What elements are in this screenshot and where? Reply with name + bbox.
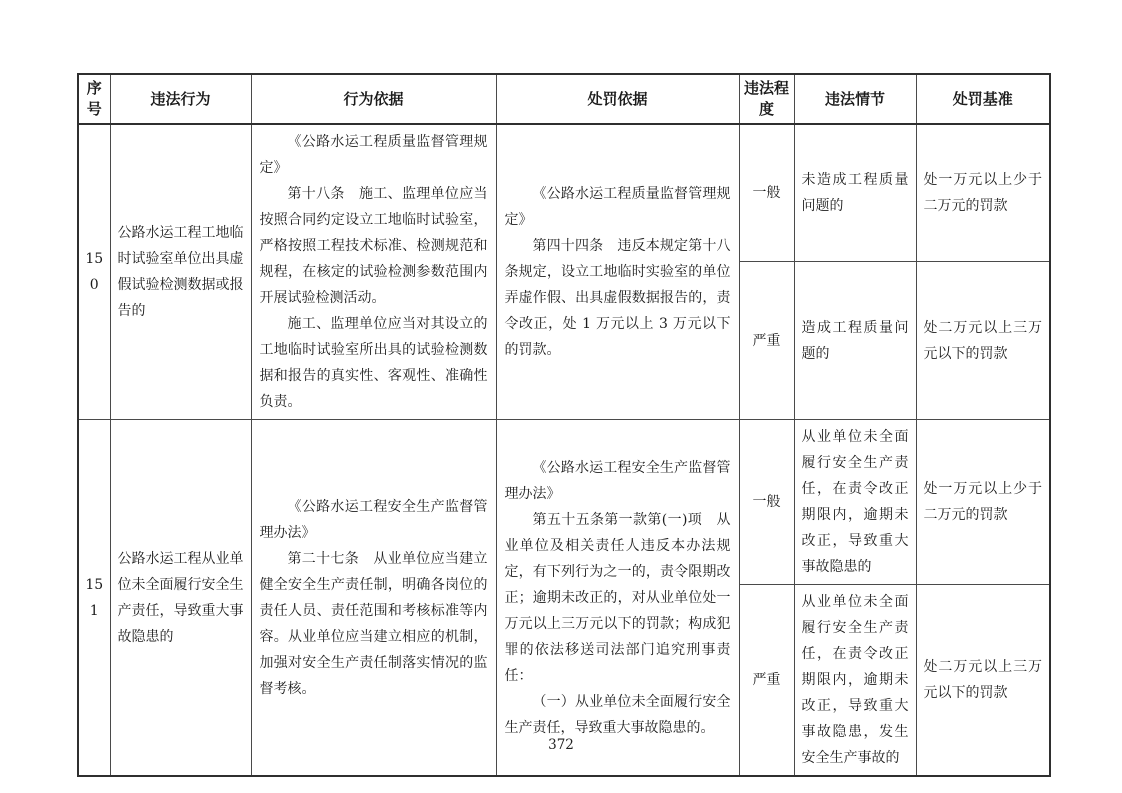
behavior-basis-cell bbox=[251, 124, 496, 420]
benchmark-cell: 处一万元以上少于二万元的罚款 bbox=[916, 420, 1050, 585]
behavior-cell: 公路水运工程从业单位未全面履行安全生产责任，导致重大事故隐患的 bbox=[110, 420, 251, 777]
header-row bbox=[78, 74, 1050, 124]
serial-cell: 150 bbox=[78, 124, 110, 420]
col-header-circumstance: 违法情节 bbox=[794, 74, 916, 124]
col-header-behavior: 违法行为 bbox=[110, 74, 251, 124]
col-header-behavior-basis: 行为依据 bbox=[251, 74, 496, 124]
col-header-degree: 违法程度 bbox=[739, 74, 794, 124]
basis-paragraph: 施工、监理单位应当对其设立的工地临时试验室所出具的试验检测数据和报告的真实性、客观性、准确性负责。 bbox=[259, 316, 488, 410]
penalty-standards-table bbox=[77, 73, 1051, 777]
basis-paragraph: 第二十七条 从业单位应当建立健全安全生产责任制，明确各岗位的责任人员、责任范围和考核标准等内容。从业单位应当建立相应的机制，加强对安全生产责任制落实情况的监督考核。 bbox=[259, 550, 488, 697]
penalty-basis-cell bbox=[496, 420, 739, 777]
col-header-penalty-basis: 处罚依据 bbox=[496, 74, 739, 124]
circumstance-cell: 从业单位未全面履行安全生产责任，在责令改正期限内，逾期未改正，导致重大事故隐患的 bbox=[794, 420, 916, 585]
serial-cell: 151 bbox=[78, 420, 110, 777]
basis-paragraph: 第十八条 施工、监理单位应当按照合同约定设立工地临时试验室，严格按照工程技术标准、检测规范和规程，在核定的试验检测参数范围内开展试验检测活动。 bbox=[259, 186, 488, 306]
page-number: 372 bbox=[548, 737, 574, 753]
behavior-basis-cell bbox=[251, 420, 496, 777]
behavior-cell: 公路水运工程工地临时试验室单位出具虚假试验检测数据或报告的 bbox=[110, 124, 251, 420]
degree-cell: 严重 bbox=[739, 262, 794, 420]
basis-paragraph: 《公路水运工程安全生产监督管理办法》 bbox=[504, 459, 731, 502]
circumstance-cell: 造成工程质量问题的 bbox=[794, 262, 916, 420]
table-row bbox=[78, 124, 1050, 262]
basis-paragraph: 《公路水运工程质量监督管理规定》 bbox=[259, 134, 488, 176]
benchmark-cell: 处二万元以上三万元以下的罚款 bbox=[916, 585, 1050, 777]
circumstance-cell: 从业单位未全面履行安全生产责任，在责令改正期限内，逾期未改正，导致重大事故隐患，发生安全生产事故的 bbox=[794, 585, 916, 777]
benchmark-cell: 处二万元以上三万元以下的罚款 bbox=[916, 262, 1050, 420]
basis-paragraph: 第四十四条 违反本规定第十八条规定，设立工地临时实验室的单位弄虚作假、出具虚假数据报告的，责令改正，处 1 万元以上 3 万元以下的罚款。 bbox=[504, 238, 731, 358]
degree-cell: 严重 bbox=[739, 585, 794, 777]
col-header-serial: 序号 bbox=[78, 74, 110, 124]
degree-cell: 一般 bbox=[739, 124, 794, 262]
benchmark-cell: 处一万元以上少于二万元的罚款 bbox=[916, 124, 1050, 262]
basis-paragraph: 第五十五条第一款第(一)项 从业单位及相关责任人违反本办法规定，有下列行为之一的，责令限期改正；逾期未改正的，对从业单位处一万元以上三万元以下的罚款；构成犯罪的依法移送司法部门追究刑事责任： bbox=[504, 511, 731, 684]
degree-cell: 一般 bbox=[739, 420, 794, 585]
basis-paragraph: 《公路水运工程安全生产监督管理办法》 bbox=[259, 498, 488, 541]
penalty-basis-cell bbox=[496, 124, 739, 420]
basis-paragraph: （一）从业单位未全面履行安全生产责任，导致重大事故隐患的。 bbox=[504, 693, 731, 736]
basis-paragraph: 《公路水运工程质量监督管理规定》 bbox=[504, 186, 731, 228]
col-header-benchmark: 处罚基准 bbox=[916, 74, 1050, 124]
circumstance-cell: 未造成工程质量问题的 bbox=[794, 124, 916, 262]
table-row bbox=[78, 420, 1050, 585]
